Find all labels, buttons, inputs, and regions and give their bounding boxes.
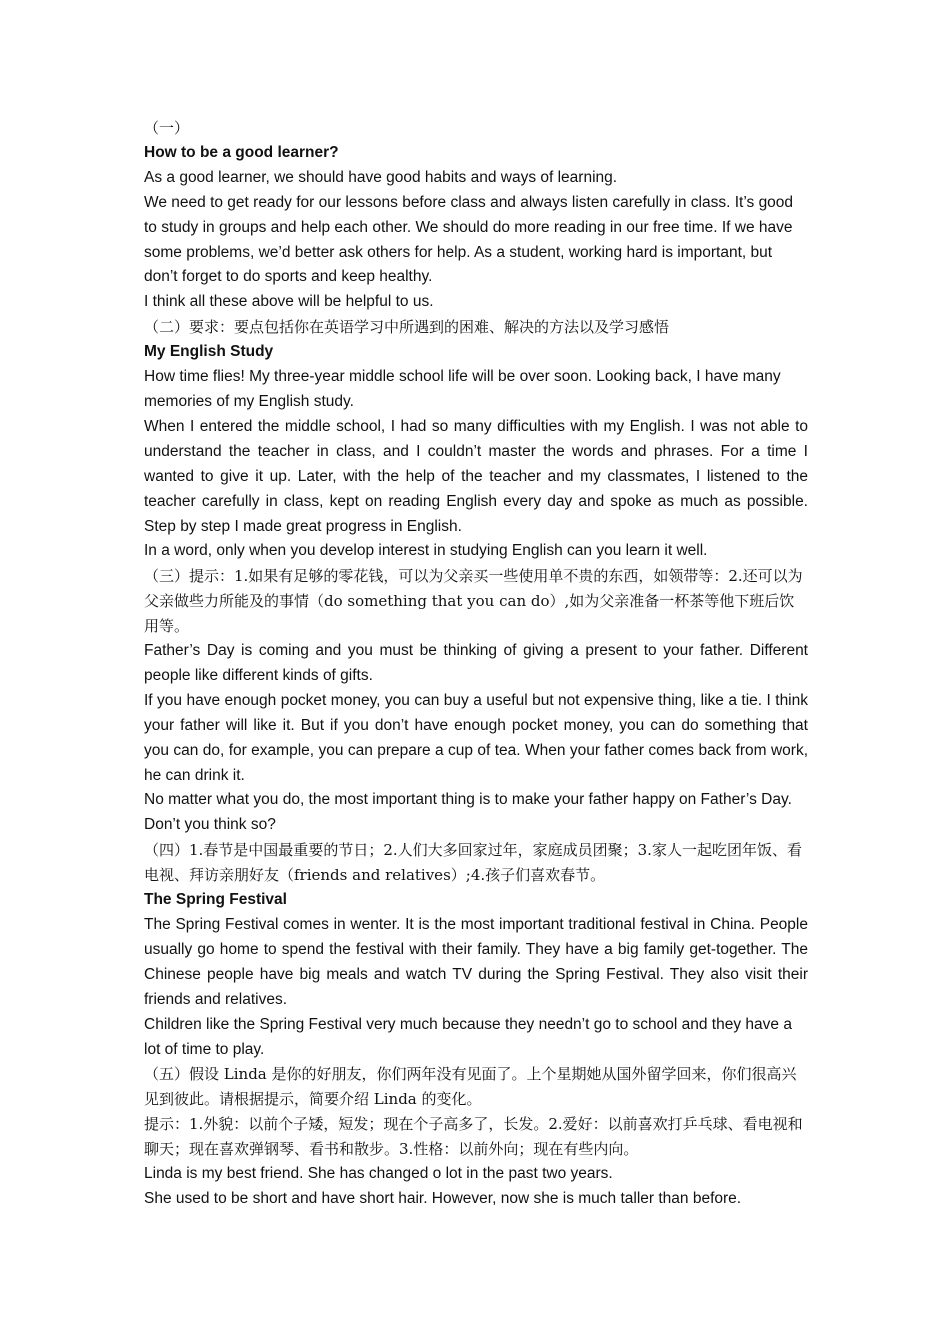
section-2-paragraph: In a word, only when you develop interest in studying English can you learn it well. [144,542,708,560]
section-3-paragraph: No matter what you do, the most important thing is to make your father happy on Father’s Day. Don’t you think so? [144,791,792,834]
section-2-paragraph: How time flies! My three-year middle school life will be over soon. Looking back, I have many memories of my English study. [144,368,781,410]
section-5-prompt: （五）假设 Linda 是你的好朋友，你们两年没有见面了。上个星期她从国外留学回来，你们很高兴见到彼此。请根据提示，简要介绍 Linda 的变化。 [144,1065,797,1109]
section-3-paragraph: If you have enough pocket money, you can buy a useful but not expensive thing, like a tie. I think your father will like it. But if you don’t have enough pocket money, you can do something that you can do, for example, you can prepare a cup of tea. When your father comes back from work, he can drink it. [144,691,808,784]
section-3-paragraph: Father’s Day is coming and you must be thinking of giving a present to your father. Different people like different kinds of gifts. [144,642,808,684]
section-1-marker: （一） [144,119,190,137]
section-5-hint: 提示：1.外貌：以前个子矮，短发；现在个子高多了，长发。2.爱好：以前喜欢打乒乓球、看电视和聊天；现在喜欢弹钢琴、看书和散步。3.性格：以前外向；现在有些内向。 [144,1115,803,1159]
section-1-paragraph: We need to get ready for our lessons before class and always listen carefully in class. It’s good to study in groups and help each other. We should do more reading in our free time. If we have some problems, we’d better ask others for help. As a student, working hard is important, but don’t forget to do sports and keep healthy. [144,193,794,286]
section-5-paragraph: Linda is my best friend. She has changed o lot in the past two years. [144,1165,613,1183]
document-page [144,116,808,1212]
section-2-requirement: （二）要求：要点包括你在英语学习中所遇到的困难、解决的方法以及学习感悟 [144,318,670,337]
section-1-paragraph: As a good learner, we should have good habits and ways of learning. [144,168,618,186]
section-1-title: How to be a good learner? [144,143,339,161]
section-2-title: My English Study [144,343,274,361]
section-2-paragraph: When I entered the middle school, I had so many difficulties with my English. I was not able to understand the teacher in class, and I couldn’t master the words and phrases. For a time I wanted to give it up. Later, with the help of the teacher and my classmates, I listened to the teacher carefully in class, kept on reading English every day and spoke as much as possible. Step by step I made great progress in English. [144,417,808,535]
section-4-paragraph: Children like the Spring Festival very much because they needn’t go to school and they have a lot of time to play. [144,1015,792,1058]
section-4-hint: （四）1.春节是中国最重要的节日；2.人们大多回家过年，家庭成员团聚；3.家人一起吃团年饭、看电视、拜访亲朋好友（friends and relatives）;4.孩子们喜欢春节。 [144,841,802,885]
section-1-paragraph: I think all these above will be helpful to us. [144,293,434,311]
section-4-paragraph: The Spring Festival comes in wenter. It is the most important traditional festival in China. People usually go home to spend the festival with their family. They have a big family get-together. The Chinese people have big meals and watch TV during the Spring Festival. They also visit their friends and relatives. [144,916,808,1008]
section-4-title: The Spring Festival [144,891,287,909]
section-3-hint: （三）提示：1.如果有足够的零花钱，可以为父亲买一些使用单不贵的东西，如领带等：2.还可以为父亲做些力所能及的事情（do something that you can do）,如为父亲准备一杯茶等他下班后饮用等。 [144,567,803,636]
section-5-paragraph: She used to be short and have short hair. However, now she is much taller than before. [144,1189,742,1207]
